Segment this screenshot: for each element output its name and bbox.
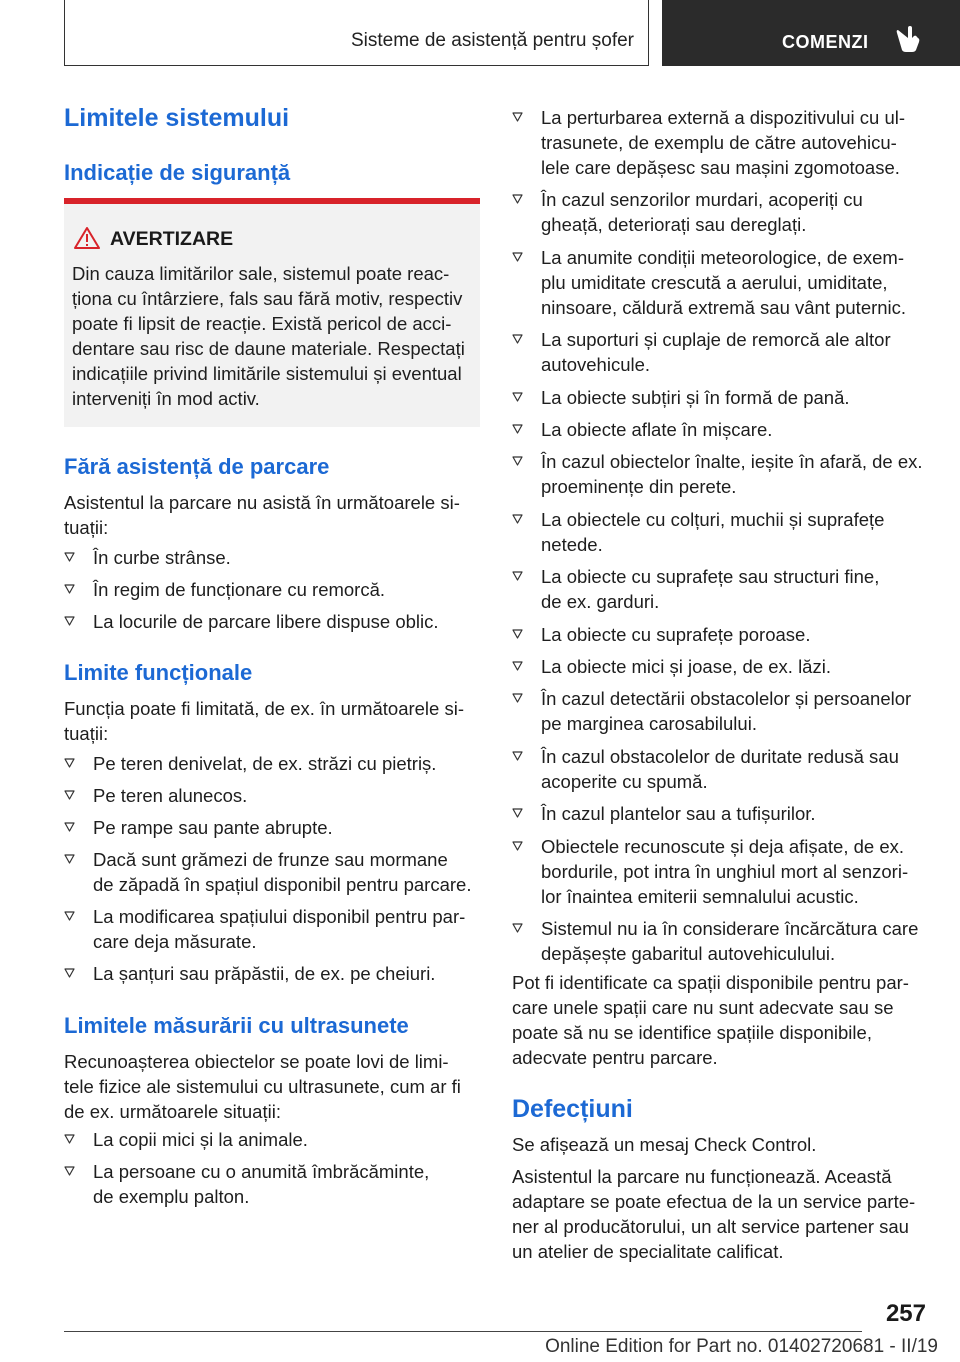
warning-title: AVERTIZARE [110, 228, 234, 250]
bullet-triangle-icon [512, 808, 523, 818]
heading-no-parking-assist: Fără asistență de parcare [64, 454, 330, 479]
no-parking-intro: Asistentul la parcare nu asistă în următoarele si- tuații: [64, 492, 460, 538]
bullet-triangle-icon [512, 751, 523, 761]
bullet-triangle-icon [512, 571, 523, 581]
bullet-triangle-icon [64, 911, 75, 921]
ultrasonic-intro: Recunoașterea obiectelor se poate lovi de limi- tele fizice ale sistemului cu ultrasunete, cum ar fi de ex. următoarele situații: [64, 1051, 461, 1122]
bullet-triangle-icon [512, 923, 523, 933]
bullet-triangle-icon [512, 194, 523, 204]
header-section-title: Sisteme de asistență pentru șofer [350, 30, 634, 51]
header-tab-label: COMENZI [782, 32, 869, 52]
functional-intro: Funcția poate fi limitată, de ex. în următoarele si- tuații: [64, 698, 464, 744]
bullet-triangle-icon [64, 1134, 75, 1144]
warning-box [64, 198, 480, 427]
closing-paragraph: Pot fi identificate ca spații disponibile pentru par- care unele spații care nu sunt adecvate sau se poate să nu se identifice spațiile disponibile, adecvate pentru parcare. [512, 972, 909, 1068]
bullet-triangle-icon [64, 758, 75, 768]
bullet-triangle-icon [512, 424, 523, 434]
bullet-triangle-icon [64, 584, 75, 594]
bullet-triangle-icon [512, 252, 523, 262]
bullet-triangle-icon [64, 552, 75, 562]
bullet-triangle-icon [512, 661, 523, 671]
bullet-triangle-icon [512, 112, 523, 122]
bullet-triangle-icon [512, 841, 523, 851]
header-chapter-tab[interactable] [662, 0, 960, 66]
heading-ultrasonic-limits: Limitele măsurării cu ultrasunete [64, 1013, 409, 1038]
header-section-box [64, 0, 649, 66]
bullet-triangle-icon [512, 456, 523, 466]
bullet-triangle-icon [512, 629, 523, 639]
footer-divider [64, 1331, 862, 1332]
bullet-triangle-icon [512, 693, 523, 703]
bullet-triangle-icon [64, 968, 75, 978]
bullet-triangle-icon [64, 1166, 75, 1176]
warning-triangle-icon [74, 226, 100, 250]
faults-message: Se afișează un mesaj Check Control. [512, 1134, 817, 1155]
heading-system-limits: Limitele sistemului [64, 104, 290, 132]
bullet-triangle-icon [64, 790, 75, 800]
pointing-hand-icon [894, 24, 922, 54]
heading-functional-limits: Limite funcționale [64, 660, 253, 685]
bullet-triangle-icon [512, 334, 523, 344]
bullet-triangle-icon [512, 392, 523, 402]
bullet-triangle-icon [512, 514, 523, 524]
page-number: 257 [885, 1300, 926, 1327]
bullet-triangle-icon [64, 854, 75, 864]
heading-safety-note: Indicație de siguranță [64, 160, 291, 185]
footer-edition: Online Edition for Part no. 01402720681 - II/19 [545, 1336, 938, 1357]
bullet-triangle-icon [64, 822, 75, 832]
bullet-triangle-icon [64, 616, 75, 626]
warning-text: Din cauza limitărilor sale, sistemul poate reac- ționa cu întârziere, fals sau fără motiv, respectiv poate fi lipsit de reacție. Există pericol de acci- dentare sau risc de daune materiale. Respectați indicațiile privind limitările sistemului și eventual interveniți în mod activ. [72, 263, 465, 409]
heading-faults: Defecțiuni [512, 1095, 633, 1123]
faults-paragraph: Asistentul la parcare nu funcționează. Această adaptare se poate efectua de la un service parte- ner al producătorului, un alt service partener sau un atelier de specialitate calificat. [512, 1166, 916, 1262]
